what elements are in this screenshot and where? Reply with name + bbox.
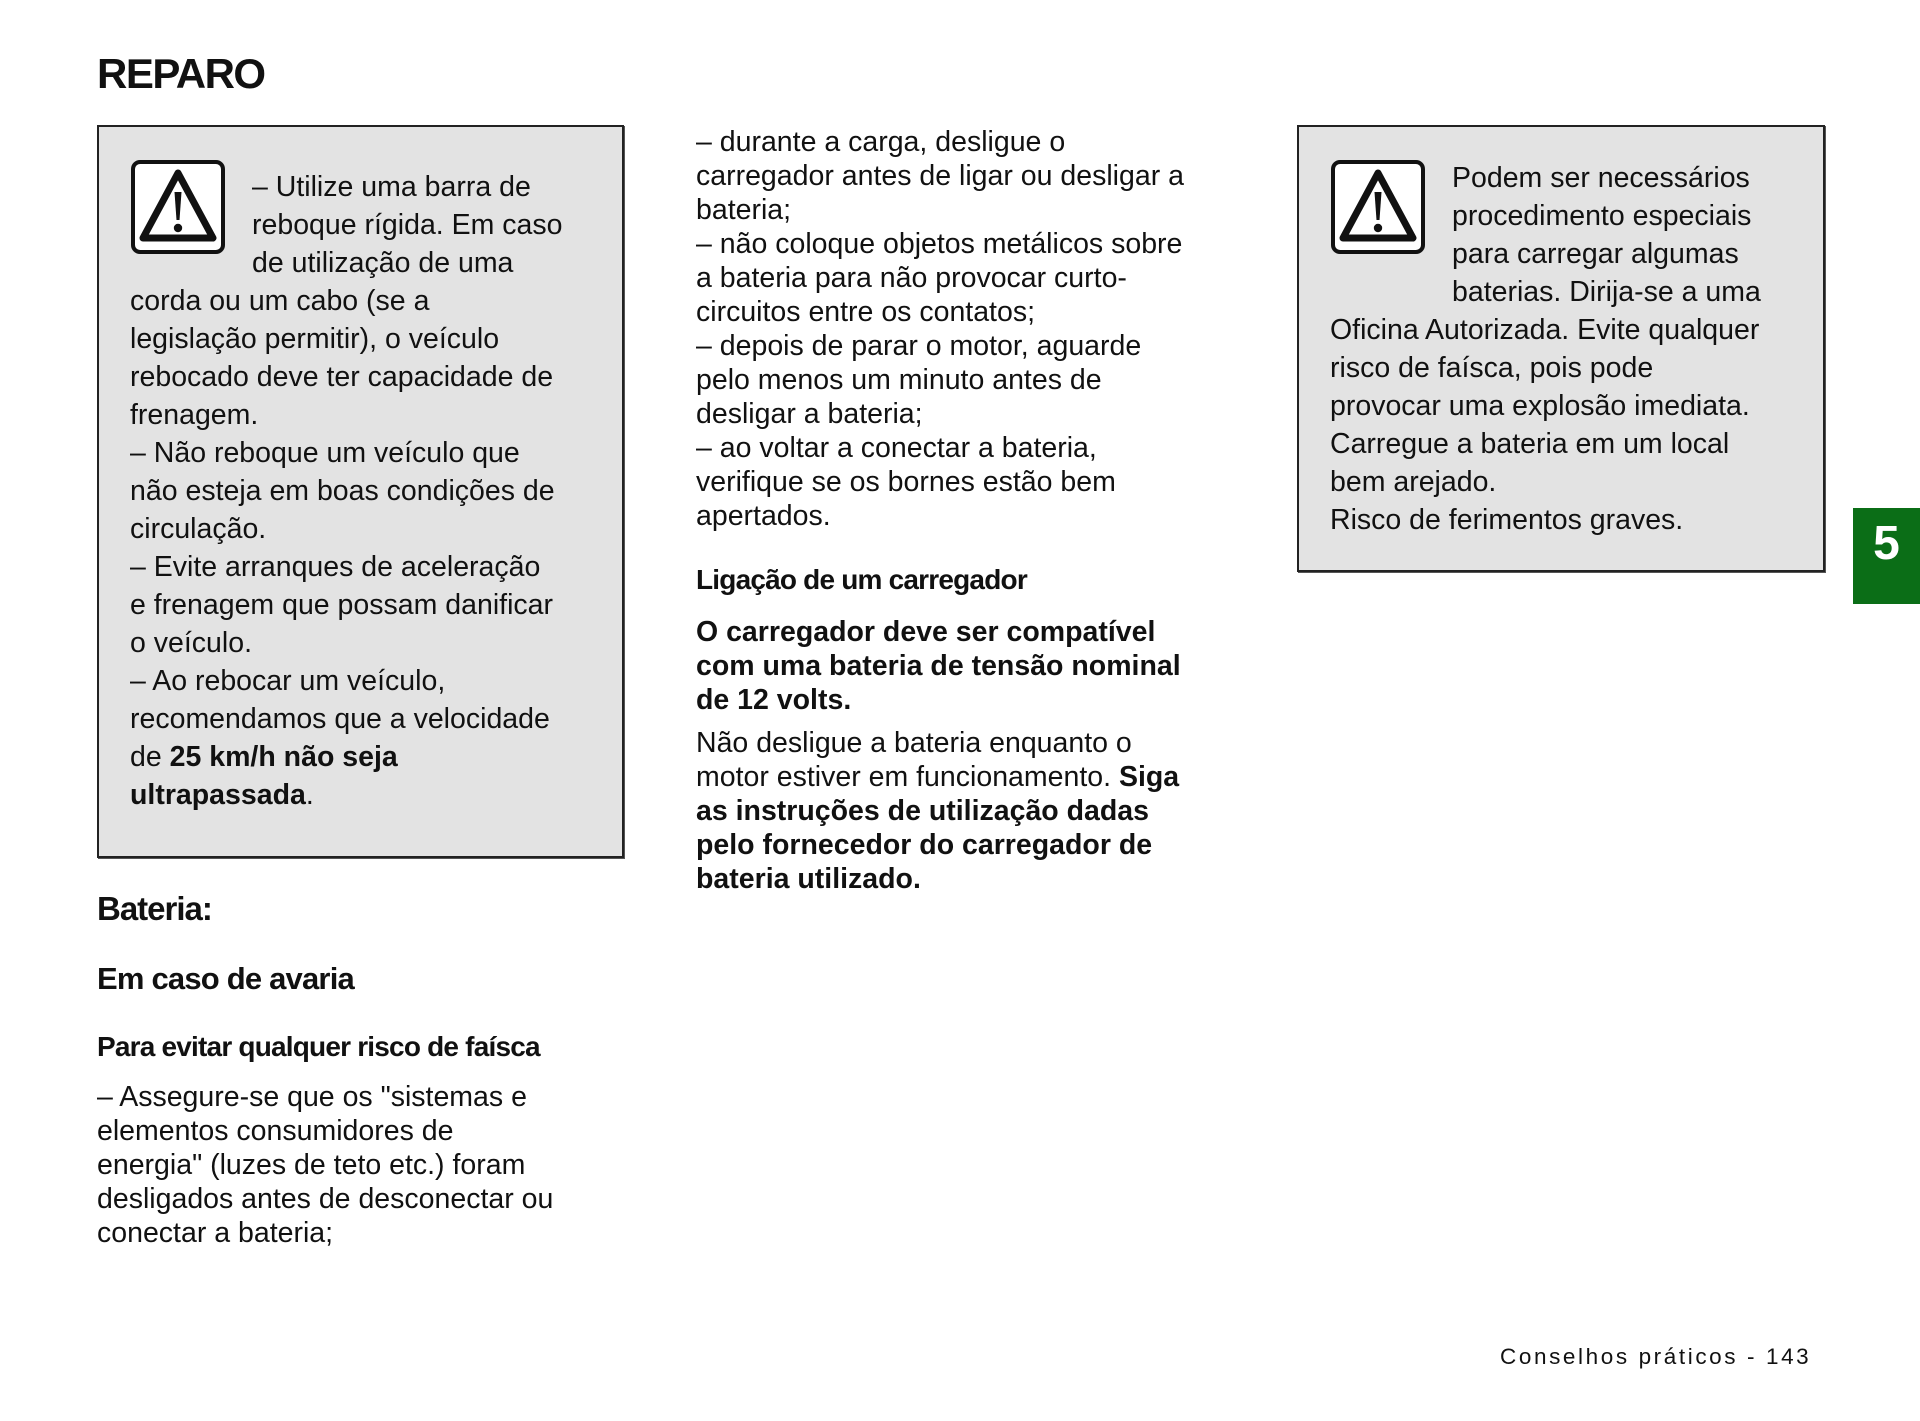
failure-subheading: Em caso de avaria xyxy=(97,961,354,996)
middle-list-line: – ao voltar a conectar a bateria, xyxy=(696,432,1097,464)
warning-text-line: Podem ser necessários xyxy=(1452,162,1750,194)
speed-limit-suffix: . xyxy=(305,779,314,811)
page-number: 143 xyxy=(1765,1344,1812,1369)
warning-text-line: recomendamos que a velocidade xyxy=(130,703,550,735)
chapter-number: 5 xyxy=(1873,517,1900,570)
warning-text-line: procedimento especiais xyxy=(1452,200,1752,232)
chapter-tab xyxy=(1853,508,1920,604)
warning-text-line: frenagem. xyxy=(130,399,259,431)
left-warning-box xyxy=(97,125,624,858)
warning-triangle-icon xyxy=(1331,160,1425,254)
middle-list-line: – não coloque objetos metálicos sobre xyxy=(696,228,1183,260)
warning-text-line: bem arejado. xyxy=(1330,466,1497,498)
warning-text-line: não esteja em boas condições de xyxy=(130,475,555,507)
middle-list-line: – depois de parar o motor, aguarde xyxy=(696,330,1142,362)
warning-text-line: de utilização de uma xyxy=(252,247,514,279)
speed-limit-line xyxy=(130,738,398,776)
warning-text-line: para carregar algumas xyxy=(1452,238,1739,270)
speed-limit-prefix: de xyxy=(130,741,170,773)
battery-text-line: energia" (luzes de teto etc.) foram xyxy=(97,1149,526,1181)
middle-list-line: bateria; xyxy=(696,194,792,226)
footer-separator: - xyxy=(1738,1344,1766,1369)
charger-instructions-line: pelo fornecedor do carregador de xyxy=(696,829,1153,861)
battery-text-line: desligados antes de desconectar ou xyxy=(97,1183,554,1215)
middle-list-line: – durante a carga, desligue o xyxy=(696,126,1066,158)
warning-text-line: Oficina Autorizada. Evite qualquer xyxy=(1330,314,1760,346)
middle-list-line: desligar a bateria; xyxy=(696,398,923,430)
battery-text-line: elementos consumidores de xyxy=(97,1115,454,1147)
warning-text-line: legislação permitir), o veículo xyxy=(130,323,500,355)
footer-section: Conselhos práticos xyxy=(1500,1344,1739,1369)
right-warning-box xyxy=(1297,125,1825,572)
warning-text-line: – Ao rebocar um veículo, xyxy=(130,665,446,697)
charger-heading: Ligação de um carregador xyxy=(696,564,1027,595)
warning-text-line: circulação. xyxy=(130,513,267,545)
middle-list-line: circuitos entre os contatos; xyxy=(696,296,1035,328)
speed-limit-value: 25 km/h não seja xyxy=(169,741,398,773)
charger-instructions-line: as instruções de utilização dadas xyxy=(696,795,1149,827)
warning-text-line: – Não reboque um veículo que xyxy=(130,437,520,469)
warning-text-line: – Utilize uma barra de xyxy=(252,171,531,203)
battery-text-line: conectar a bateria; xyxy=(97,1217,334,1249)
middle-list-line: a bateria para não provocar curto- xyxy=(696,262,1127,294)
charger-requirement-line: de 12 volts. xyxy=(696,684,852,716)
warning-text-line: rebocado deve ter capacidade de xyxy=(130,361,554,393)
charger-instructions-line: bateria utilizado. xyxy=(696,863,921,895)
page-title: REPARO xyxy=(97,50,265,97)
middle-list-line: verifique se os bornes estão bem xyxy=(696,466,1116,498)
warning-text-line: Carregue a bateria em um local xyxy=(1330,428,1730,460)
speed-limit-emphasis: ultrapassada xyxy=(130,779,306,811)
warning-text-line: e frenagem que possam danificar xyxy=(130,589,553,621)
warning-text-line: baterias. Dirija-se a uma xyxy=(1452,276,1761,308)
middle-list-line: apertados. xyxy=(696,500,831,532)
middle-list-line: pelo menos um minuto antes de xyxy=(696,364,1102,396)
warning-text-line: Risco de ferimentos graves. xyxy=(1330,504,1684,536)
middle-list-line: carregador antes de ligar ou desligar a xyxy=(696,160,1184,192)
warning-text-line: corda ou um cabo (se a xyxy=(130,285,430,317)
spark-risk-subheading: Para evitar qualquer risco de faísca xyxy=(97,1031,540,1062)
warning-triangle-icon xyxy=(131,160,225,254)
warning-text-line: provocar uma explosão imediata. xyxy=(1330,390,1750,422)
battery-text-line: – Assegure-se que os "sistemas e xyxy=(97,1081,527,1113)
battery-heading: Bateria: xyxy=(97,890,212,927)
warning-text-line: – Evite arranques de aceleração xyxy=(130,551,541,583)
charger-text-line-mixed xyxy=(696,760,1179,794)
page-footer xyxy=(1500,1344,1811,1370)
warning-text-line: o veículo. xyxy=(130,627,252,659)
charger-text-line: Não desligue a bateria enquanto o xyxy=(696,727,1132,759)
charger-requirement-line: com uma bateria de tensão nominal xyxy=(696,650,1181,682)
charger-text-bold: Siga xyxy=(1118,761,1180,793)
warning-text-line: reboque rígida. Em caso xyxy=(252,209,563,241)
charger-requirement-line: O carregador deve ser compatível xyxy=(696,616,1156,648)
charger-text-regular: motor estiver em funcionamento. xyxy=(696,761,1119,793)
warning-text-line: risco de faísca, pois pode xyxy=(1330,352,1654,384)
speed-limit-line-end xyxy=(130,776,314,814)
